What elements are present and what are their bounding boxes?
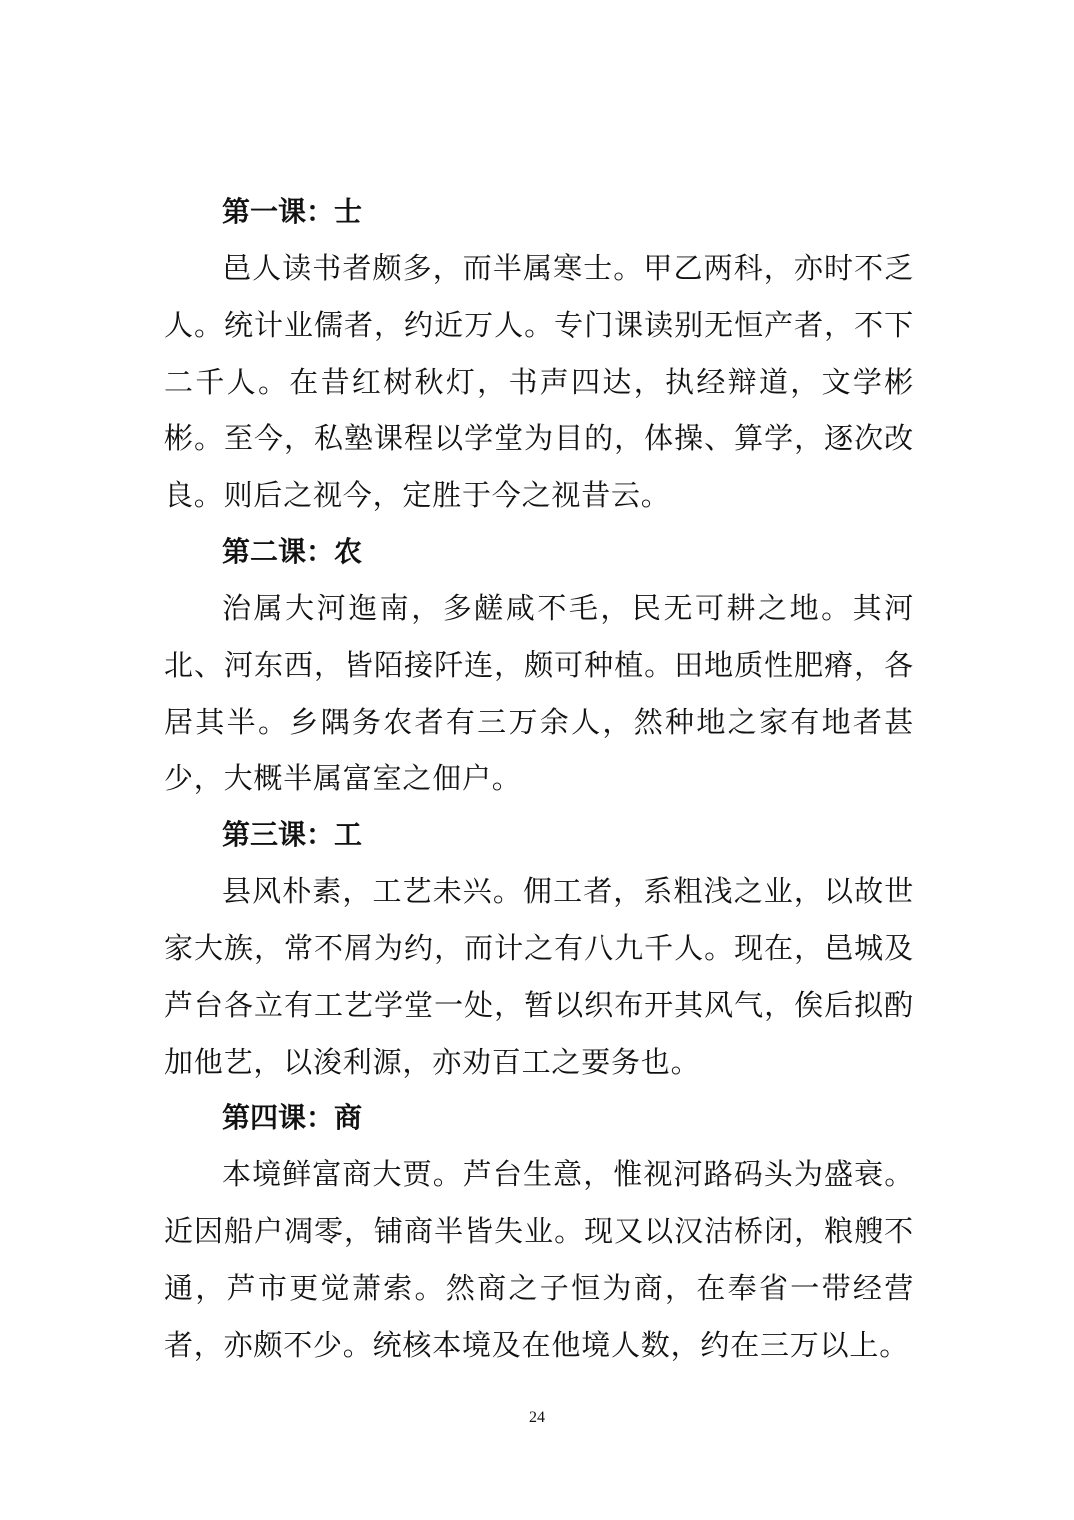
lesson-3-heading: 第三课：工 (222, 818, 363, 852)
lesson-2-section (164, 524, 914, 807)
lesson-3-paragraph: 县风朴素，工艺未兴。佣工者，系粗浅之业，以故世家大族，常不屑为约，而计之有八九千人。现在，邑城及芦台各立有工艺学堂一处，暂以织布开其风气，俟后拟酌加他艺，以浚利源，亦劝百工之要务也。 (164, 874, 914, 1079)
lesson-1-paragraph: 邑人读书者颇多，而半属寒士。甲乙两科，亦时不乏人。统计业儒者，约近万人。专门课读别无恒产者，不下二千人。在昔红树秋灯，书声四达，执经辩道，文学彬彬。至今，私塾课程以学堂为目的，体操、算学，逐次改良。则后之视今，定胜于今之视昔云。 (164, 251, 914, 513)
document-body (164, 184, 914, 1374)
lesson-1-heading: 第一课：士 (222, 195, 363, 228)
page-number: 24 (529, 1409, 545, 1426)
lesson-1-section (164, 184, 914, 524)
lesson-3-section (164, 807, 914, 1090)
lesson-4-section (164, 1090, 914, 1373)
lesson-2-paragraph: 治属大河迤南，多鹾咸不毛，民无可耕之地。其河北、河东西，皆陌接阡连，颇可种植。田地质性肥瘠，各居其半。乡隅务农者有三万余人，然种地之家有地者甚少，大概半属富室之佃户。 (164, 590, 914, 796)
lesson-2-heading: 第二课：农 (222, 534, 363, 568)
lesson-4-paragraph: 本境鲜富商大贾。芦台生意，惟视河路码头为盛衰。近因船户凋零，铺商半皆失业。现又以汉沽桥闭，粮艘不通，芦市更觉萧索。然商之子恒为商，在奉省一带经营者，亦颇不少。统核本境及在他境人数，约在三万以上。 (164, 1157, 914, 1362)
lesson-4-heading: 第四课：商 (222, 1101, 363, 1135)
